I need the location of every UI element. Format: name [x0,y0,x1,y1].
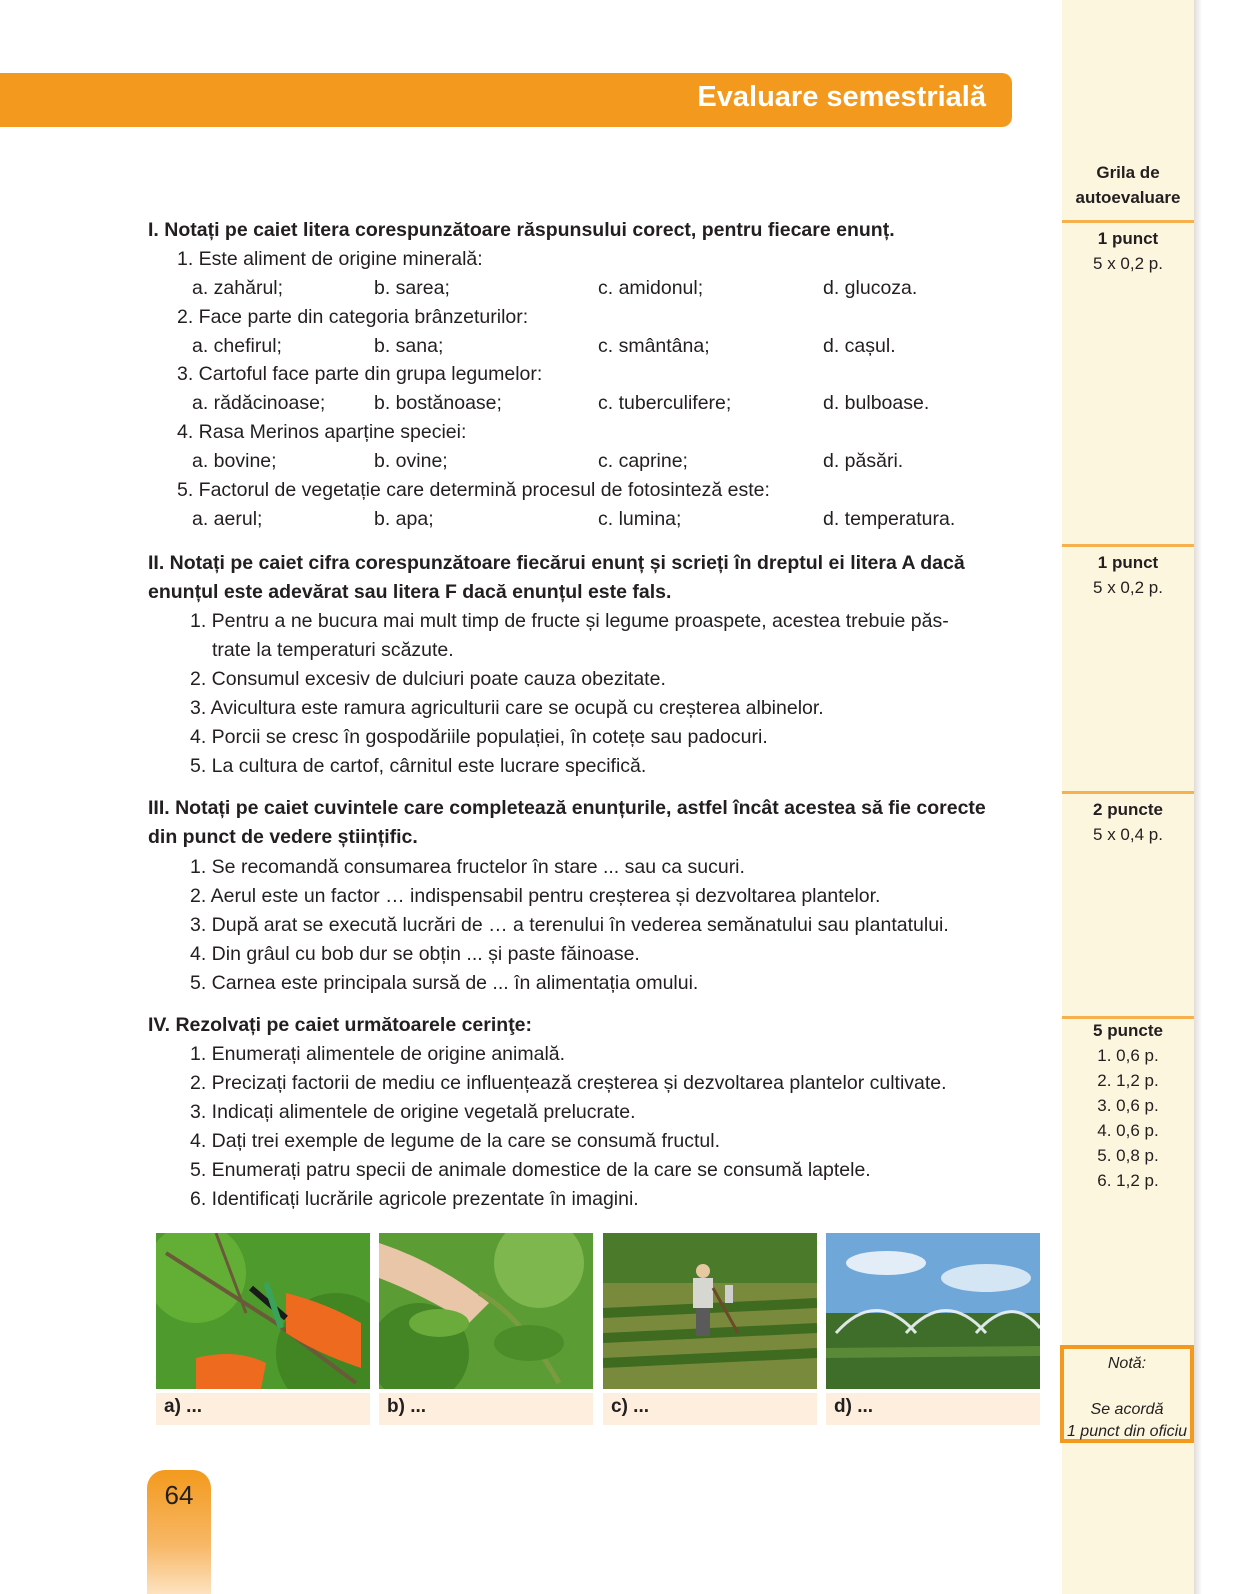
task: 6. Identificați lucrările agricole prezentate în imagini. [190,1188,639,1210]
option-c: c. smântâna; [598,335,710,357]
statement-continuation: trate la temperaturi scăzute. [212,639,454,661]
caption-b [379,1393,593,1425]
nota-box [1060,1345,1194,1443]
statement: 5. La cultura de cartof, cârnitul este lucrare specifică. [190,755,647,777]
fill-in-statement: 3. După arat se execută lucrări de … a terenului în vederea semănatului sau plantatului. [190,914,949,936]
statement: 3. Avicultura este ramura agriculturii care se ocupă cu creșterea albinelor. [190,697,824,719]
score-block-2 [1062,550,1194,600]
photo-pruning [156,1233,370,1389]
caption-b-text: b) ... [387,1396,427,1417]
score-title: 2 puncte [1093,800,1163,819]
score-line: 5 x 0,4 p. [1093,825,1163,844]
score-separator [1062,220,1194,223]
option-b: b. apa; [374,508,434,530]
question-2: 2. Face parte din categoria brânzeturilor: [177,306,529,328]
score-separator [1062,544,1194,547]
score-line: 2. 1,2 p. [1097,1071,1159,1090]
option-b: b. bostănoase; [374,392,502,414]
caption-d [826,1393,1040,1425]
fill-in-statement: 1. Se recomandă consumarea fructelor în stare ... sau ca sucuri. [190,856,745,878]
grila-line1: Grila de [1096,163,1160,182]
question-1: 1. Este aliment de origine minerală: [177,248,483,270]
statement: 2. Consumul excesiv de dulciuri poate cauza obezitate. [190,668,666,690]
caption-c-text: c) ... [611,1396,650,1417]
statement: 1. Pentru a ne bucura mai mult timp de fructe și legume proaspete, acestea trebuie păs- [190,610,949,632]
grila-line2: autoevaluare [1075,188,1181,207]
option-c: c. caprine; [598,450,688,472]
option-b: b. sana; [374,335,444,357]
score-line: 5. 0,8 p. [1097,1146,1159,1165]
fill-in-statement: 5. Carnea este principala sursă de ... în alimentația omului. [190,972,699,994]
task: 5. Enumerați patru specii de animale domestice de la care se consumă laptele. [190,1159,871,1181]
section-2-title-line2: enunțul este adevărat sau litera F dacă enunțul este fals. [148,581,672,603]
option-a: a. aerul; [192,508,263,530]
sidebar-shadow [1194,0,1202,1594]
nota-text [1064,1399,1190,1443]
caption-a [156,1393,370,1425]
score-block-3 [1062,797,1194,847]
page-number: 64 [164,1480,194,1510]
task: 3. Indicați alimentele de origine vegetală prelucrate. [190,1101,636,1123]
section-3-title-line1: III. Notați pe caiet cuvintele care completează enunțurile, astfel încât acestea să fie corecte [148,797,986,819]
photo-hoeing-field [603,1233,817,1389]
section-2-title-line1: II. Notați pe caiet cifra corespunzătoare fiecărui enunț și scrieți în dreptul ei litera A dacă [148,552,965,574]
fill-in-statement: 4. Din grâul cu bob dur se obțin ... și paste făinoase. [190,943,640,965]
score-line: 3. 0,6 p. [1097,1096,1159,1115]
page-number-tab [147,1470,211,1594]
task: 1. Enumerați alimentele de origine animală. [190,1043,566,1065]
task: 2. Precizați factorii de mediu ce influențează creșterea și dezvoltarea plantelor cultivate. [190,1072,947,1094]
caption-c [603,1393,817,1425]
caption-a-text: a) ... [164,1396,203,1417]
question-5: 5. Factorul de vegetație care determină procesul de fotosinteză este: [177,479,770,501]
score-block-1 [1062,226,1194,276]
question-4: 4. Rasa Merinos aparține speciei: [177,421,467,443]
score-line: 5 x 0,2 p. [1093,254,1163,273]
photo-irrigation [826,1233,1040,1389]
score-line: 1. 0,6 p. [1097,1046,1159,1065]
score-title: 5 puncte [1093,1021,1163,1040]
score-title: 1 punct [1097,229,1159,248]
fill-in-statement: 2. Aerul este un factor … indispensabil pentru creșterea și dezvoltarea plantelor. [190,885,881,907]
option-d: d. glucoza. [823,277,918,299]
page-title: Evaluare semestrială [697,81,986,113]
score-line: 6. 1,2 p. [1097,1171,1159,1190]
nota-title: Notă: [1107,1355,1147,1372]
photo-hand-weeding [379,1233,593,1389]
task: 4. Dați trei exemple de legume de la care se consumă fructul. [190,1130,721,1152]
nota-line2: 1 punct din oficiu [1066,1423,1188,1440]
score-line: 4. 0,6 p. [1097,1121,1159,1140]
option-c: c. tuberculifere; [598,392,732,414]
option-b: b. ovine; [374,450,448,472]
option-a: a. chefirul; [192,335,282,357]
score-block-4 [1062,1018,1194,1193]
question-3: 3. Cartoful face parte din grupa legumelor: [177,363,543,385]
section-4-title: IV. Rezolvați pe caiet următoarele cerinţe: [148,1014,533,1036]
option-a: a. rădăcinoase; [192,392,326,414]
option-d: d. temperatura. [823,508,956,530]
option-a: a. bovine; [192,450,277,472]
score-line: 5 x 0,2 p. [1093,578,1163,597]
section-2-title [148,549,1048,607]
statement: 4. Porcii se cresc în gospodăriile populației, în cotețe sau padocuri. [190,726,768,748]
option-a: a. zahărul; [192,277,284,299]
option-c: c. lumina; [598,508,682,530]
option-b: b. sarea; [374,277,450,299]
section-1-title: I. Notați pe caiet litera corespunzătoare răspunsului corect, pentru fiecare enunț. [148,219,895,241]
score-title: 1 punct [1097,553,1159,572]
score-separator [1062,791,1194,794]
nota-line1: Se acordă [1090,1401,1164,1418]
option-d: d. cașul. [823,335,896,357]
title-banner [0,73,1012,127]
option-d: d. păsări. [823,450,904,472]
section-3-title [148,794,1048,852]
section-3-title-line2: din punct de vedere științific. [148,826,418,848]
grila-heading [1062,160,1194,210]
caption-d-text: d) ... [834,1396,874,1417]
option-d: d. bulboase. [823,392,930,414]
option-c: c. amidonul; [598,277,704,299]
